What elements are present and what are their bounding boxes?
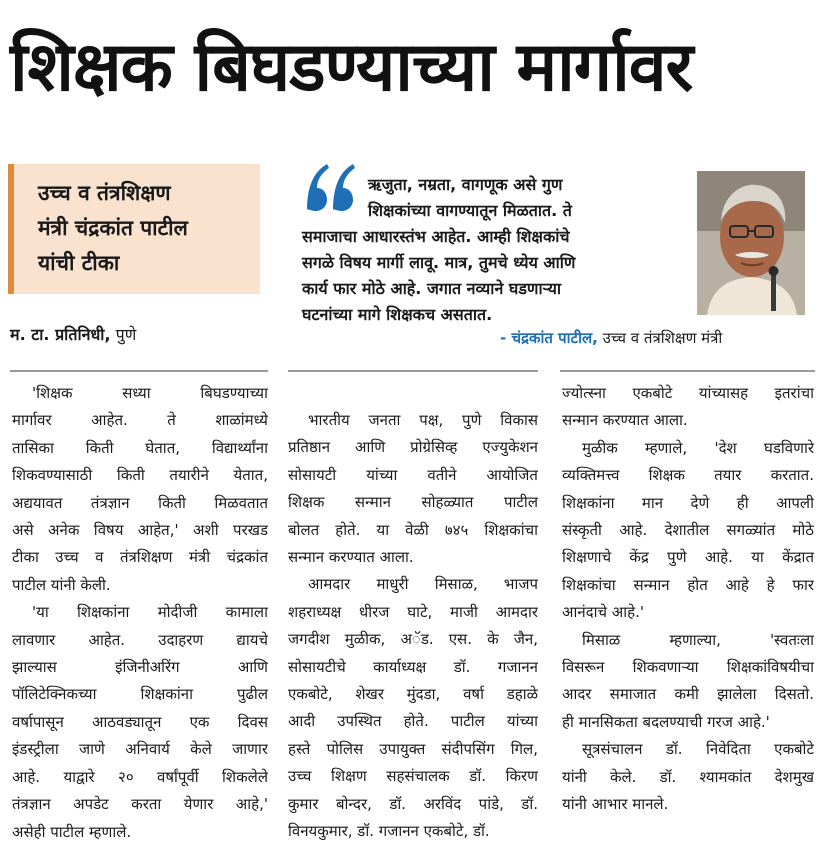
article-line: झाल्यास इंजिनीअरिंग आणि [12,658,268,677]
quote-mark-icon [303,158,357,218]
quote-line: कार्य फार मोठे आहे. जगात नव्याने घडणाऱ्या [302,279,561,298]
article-line: असेही पाटील म्हणाले. [12,822,132,841]
article-line: मिसाळ म्हणाल्या, 'स्वतःला [582,630,814,649]
article-line: आदी उपस्थित होते. पाटील यांच्या [288,712,538,731]
article-line: व्यक्तिमत्त्व शिक्षक तयार करतात. [562,466,814,485]
article-line: भारतीय जनता पक्ष, पुणे विकास [308,411,538,429]
article-line: ज्योत्स्ना एकबोटे यांच्यासह इतरांचा [562,384,814,402]
article-line: शिक्षकांना मान देणे ही आपली [562,493,814,512]
subhead-line: उच्च व तंत्रशिक्षण [38,181,171,205]
article-line: जगदीश मुळीक, अॅड. एस. के जैन, [288,630,538,649]
quote-attribution [500,328,722,348]
subhead-line: मंत्री चंद्रकांत पाटील [38,216,188,240]
article-column-3 [562,380,814,819]
portrait-image [697,171,805,315]
article-column-1 [12,380,268,846]
article-line: आनंदाचे आहे.' [562,603,644,622]
article-line: सन्मान करण्यात आला. [288,548,414,567]
subhead-line: यांची टीका [38,251,120,275]
article-line: मार्गावर आहेत. ते शाळांमध्ये [12,411,268,430]
article-line: आमदार माधुरी मिसाळ, भाजप [308,575,538,594]
article-line: बोलत होते. या वेळी ७४५ शिक्षकांचा [288,520,538,539]
article-line: पॉलिटेक्निकच्या शिक्षकांना पुढील [12,685,268,704]
quote-attribution-name: - चंद्रकांत पाटील, [500,329,598,347]
article-column-2 [288,407,538,846]
article-line: 'शिक्षक सध्या बिघडण्याच्या [32,384,268,402]
article-line: सूत्रसंचालन डॉ. निवेदिता एकबोटे [582,740,814,759]
article-line: पाटील यांनी केली. [12,575,111,594]
quote-line: समाजाचा आधारस्तंभ आहेत. आम्ही शिक्षकांचे [302,227,570,246]
article-line: उच्च शिक्षण सहसंचालक डॉ. किरण [288,767,538,786]
article-line: अद्ययावत तंत्रज्ञान किती मिळवतात [12,493,268,512]
quote-line: ऋजुता, नम्रता, वागणूक असे गुण [368,175,563,194]
subhead-box [8,164,260,294]
article-line: सन्मान करण्यात आला. [562,411,688,430]
byline-city: पुणे [115,325,137,344]
column-rule [10,370,268,372]
article-line: सोसायटी यांच्या वतीने आयोजित [288,465,538,484]
article-line: विसरून शिकवणाऱ्या शिक्षकांविषयीचा [562,658,814,677]
headline: शिक्षक बिघडण्याच्या मार्गावर [10,28,693,107]
article-line: यांनी केले. डॉ. श्यामकांत देशमुख [562,767,814,786]
column-rule [288,370,538,372]
article-line: कुमार बोन्दर, डॉ. अरविंद पांडे, डॉ. [288,794,538,813]
quote-attribution-role: उच्च व तंत्रशिक्षण मंत्री [602,329,723,347]
article-line: आहे. याद्वारे २० वर्षांपूर्वी शिकलेले [12,767,268,786]
article-line: इंडस्ट्रीला जाणे अनिवार्य केले जाणार [12,740,268,759]
article-line: 'या शिक्षकांना मोदीजी कामाला [32,603,268,622]
article-line: शहराध्यक्ष धीरज घाटे, माजी आमदार [288,602,538,621]
article-line: विनयकुमार, डॉ. गजानन एकबोटे, डॉ. [288,822,490,841]
byline [10,323,136,345]
article-line: आदर समाजात कमी झालेला दिसतो. [562,685,814,704]
column-rule [560,370,815,372]
article-line: लावणार आहेत. उदाहरण द्यायचे [12,630,268,649]
article-line: यांनी आभार मानले. [562,795,669,814]
article-line: शिकवण्यासाठी किती तयारीने येतात, [12,466,268,485]
article-line: एकबोटे, शेखर मुंदडा, वर्षा डहाळे [288,685,538,704]
article-line: शिक्षकांचा सन्मान होत आहे हे फार [562,575,814,594]
article-line: शिक्षक सन्मान सोहळ्यात पाटील [288,493,538,512]
article-line: प्रतिष्ठान आणि प्रोग्रेसिव्ह एज्युकेशन [288,438,538,457]
speaker-photo [697,171,805,315]
article-line: तंत्रज्ञान अपडेट करता येणार आहे,' [12,795,268,814]
quote-line: शिक्षकांच्या वागण्यातून मिळतात. ते [368,201,572,220]
byline-reporter: म. टा. प्रतिनिधी, [10,325,111,344]
article-line: हस्ते पोलिस उपायुक्त संदीपसिंग गिल, [288,739,538,758]
quote-line: सगळे विषय मार्गी लावू. मात्र, तुमचे ध्येय आणि [302,253,576,272]
article-line: टीका उच्च व तंत्रशिक्षण मंत्री चंद्रकांत [12,548,268,567]
article-line: ही मानसिकता बदलण्याची गरज आहे.' [562,712,770,731]
article-line: वर्षापासून आठवड्यातून एक दिवस [12,712,268,731]
article-line: असे अनेक विषय आहेत,' अशी परखड [12,521,268,540]
article-line: मुळीक म्हणाले, 'देश घडविणारे [582,438,814,457]
article-line: शिक्षणाचे केंद्र पुणे आहे. या केंद्रात [562,548,814,567]
article-line: तासिका किती घेतात, विद्यार्थ्यांना [12,438,268,457]
article-line: संस्कृती आहे. देशातील सगळ्यांत मोठे [562,521,814,540]
quote-line: घटनांच्या मागे शिक्षकच असतात. [302,305,493,324]
article-line: सोसायटीचे कार्याध्यक्ष डॉ. गजानन [288,657,538,676]
